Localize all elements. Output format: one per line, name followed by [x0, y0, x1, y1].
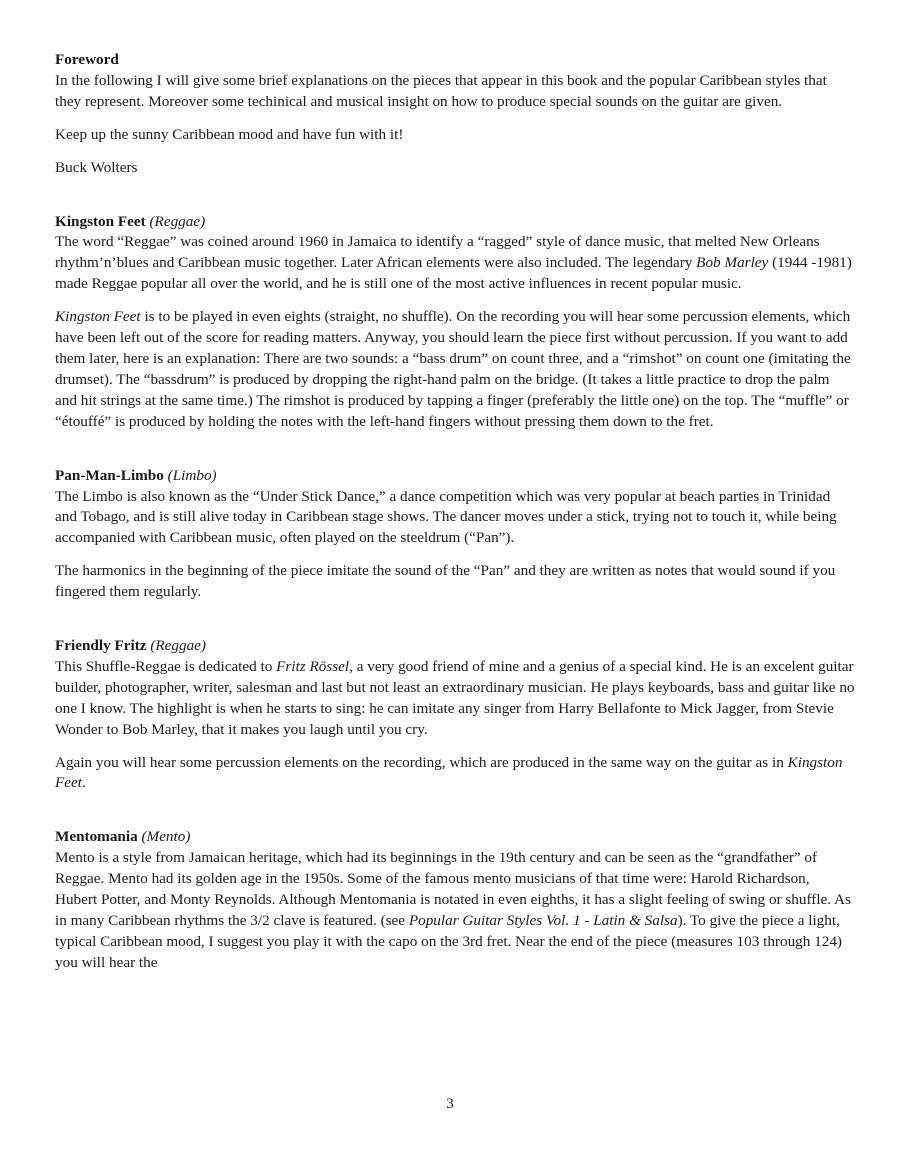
- fritz-p2-text-b: .: [81, 774, 86, 792]
- kingston-feet-section: [55, 212, 855, 433]
- pan-man-limbo-genre: (Limbo): [167, 466, 217, 484]
- friendly-fritz-paragraph-2: [55, 753, 855, 795]
- friendly-fritz-title: Friendly Fritz: [55, 637, 147, 655]
- kingston-feet-heading: [55, 212, 855, 233]
- foreword-paragraph-1: In the following I will give some brief explanations on the pieces that appear in this book and the popular Caribbean styles that they represent. Moreover some techinical and musical insight on how to produce special sounds on the guitar are given.: [55, 71, 827, 110]
- mentomania-section: [55, 827, 855, 973]
- pan-man-limbo-heading: [55, 466, 855, 487]
- mento-p1-ref: Popular Guitar Styles Vol. 1 - Latin & Salsa: [408, 912, 678, 929]
- fritz-p1-name: Fritz Rössel: [276, 657, 350, 675]
- kingston-feet-paragraph-1: [55, 232, 855, 295]
- foreword-section: [55, 50, 855, 179]
- mentomania-heading: [55, 827, 855, 848]
- document-page: [55, 50, 855, 974]
- fritz-p1-text-a: This Shuffle-Reggae is dedicated to: [55, 657, 277, 675]
- pan-man-limbo-paragraph-1: The Limbo is also known as the “Under Stick Dance,” a dance competition which was very popular at beach parties in Trinidad and Tobago, and is still alive today in Caribbean stage shows. The dancer moves under a stick, trying not to touch it, while being accompanied with Caribbean music, often played on the steeldrum (“Pan”).: [55, 487, 837, 547]
- fritz-p2-text-a: Again you will hear some percussion elements on the recording, which are produced in the same way on the guitar as in: [55, 753, 788, 771]
- page-number: 3: [446, 1096, 454, 1112]
- kingston-feet-title: Kingston Feet: [55, 212, 146, 230]
- kingston-p2-title: Kingston Feet: [55, 308, 141, 326]
- fritz-p2-ref: Kingston Feet: [55, 753, 843, 792]
- foreword-signature: Buck Wolters: [55, 158, 138, 176]
- friendly-fritz-paragraph-1: [55, 657, 855, 741]
- mentomania-title: Mentomania: [55, 828, 138, 846]
- kingston-feet-genre: (Reggae): [149, 212, 206, 230]
- mentomania-genre: (Mento): [141, 828, 191, 846]
- friendly-fritz-section: [55, 636, 855, 794]
- foreword-heading: Foreword: [55, 51, 119, 68]
- friendly-fritz-heading: [55, 636, 855, 657]
- kingston-p2-text: is to be played in even eights (straight, no shuffle). On the recording you will hear some percussion elements, which have been left out of the score for reading matters. Anyway, you should learn the piece first without percussion. If you want to add them later, here is an explanation: There are two sounds: a “bass drum” on count three, and a “rimshot” on count one (imitating the drumset). The “bassdrum” is produced by dropping the right-hand palm on the bridge. (It takes a little practice to drop the palm and hit strings at the same time.) The rimshot is produced by tapping a finger (preferably the little one) on the top. The “muffle” or “étouffé” is produced by holding the notes with the left-hand fingers without pressing them down to the fret.: [55, 308, 851, 430]
- kingston-feet-paragraph-2: [55, 307, 855, 432]
- friendly-fritz-genre: (Reggae): [150, 637, 206, 655]
- fritz-p1-text-b: , a very good friend of mine and a genius of a special kind. He is an excelent guitar builder, photographer, writer, salesman and last but not least an extraordinary musician. He plays keyboards, bass and guitar like no one I know. The highlight is when he starts to sing: he can imitate any singer from Harry Bellafonte to Mick Jagger, from Stevie Wonder to Bob Marley, that it makes you laugh until you cry.: [55, 657, 855, 738]
- mentomania-paragraph-1: [55, 848, 855, 973]
- mento-p1-text-b: ). To give the piece a light, typical Caribbean mood, I suggest you play it with the capo on the 3rd fret. Near the end of the piece (measures 103 through 124) you will hear the: [55, 912, 842, 971]
- kingston-p1-text-b: (1944 -1981) made Reggae popular all over the world, and he is still one of the most active influences in recent popular music.: [55, 254, 852, 293]
- foreword-paragraph-2: Keep up the sunny Caribbean mood and have fun with it!: [55, 125, 404, 143]
- mento-p1-text-a: Mento is a style from Jamaican heritage, which had its beginnings in the 19th century and can be seen as the “grandfather” of Reggae. Mento had its golden age in the 1950s. Some of the famous mento musicians of that time were: Harold Richardson, Hubert Potter, and Monty Reynolds. Although Mentomania is notated in even eighths, it has a slight feeling of swing or shuffle. As in many Caribbean rhythms the 3/2 clave is featured. (see: [55, 849, 851, 929]
- pan-man-limbo-title: Pan-Man-Limbo: [55, 466, 164, 484]
- pan-man-limbo-paragraph-2: The harmonics in the beginning of the piece imitate the sound of the “Pan” and they are written as notes that would sound if you fingered them regularly.: [55, 562, 836, 601]
- kingston-p1-name: Bob Marley: [696, 254, 769, 272]
- kingston-p1-text-a: The word “Reggae” was coined around 1960 in Jamaica to identify a “ragged” style of dance music, that melted New Orleans rhythm’n’blues and Caribbean music together. Later African elements were also included. The legendary: [55, 233, 820, 272]
- pan-man-limbo-section: [55, 466, 855, 603]
